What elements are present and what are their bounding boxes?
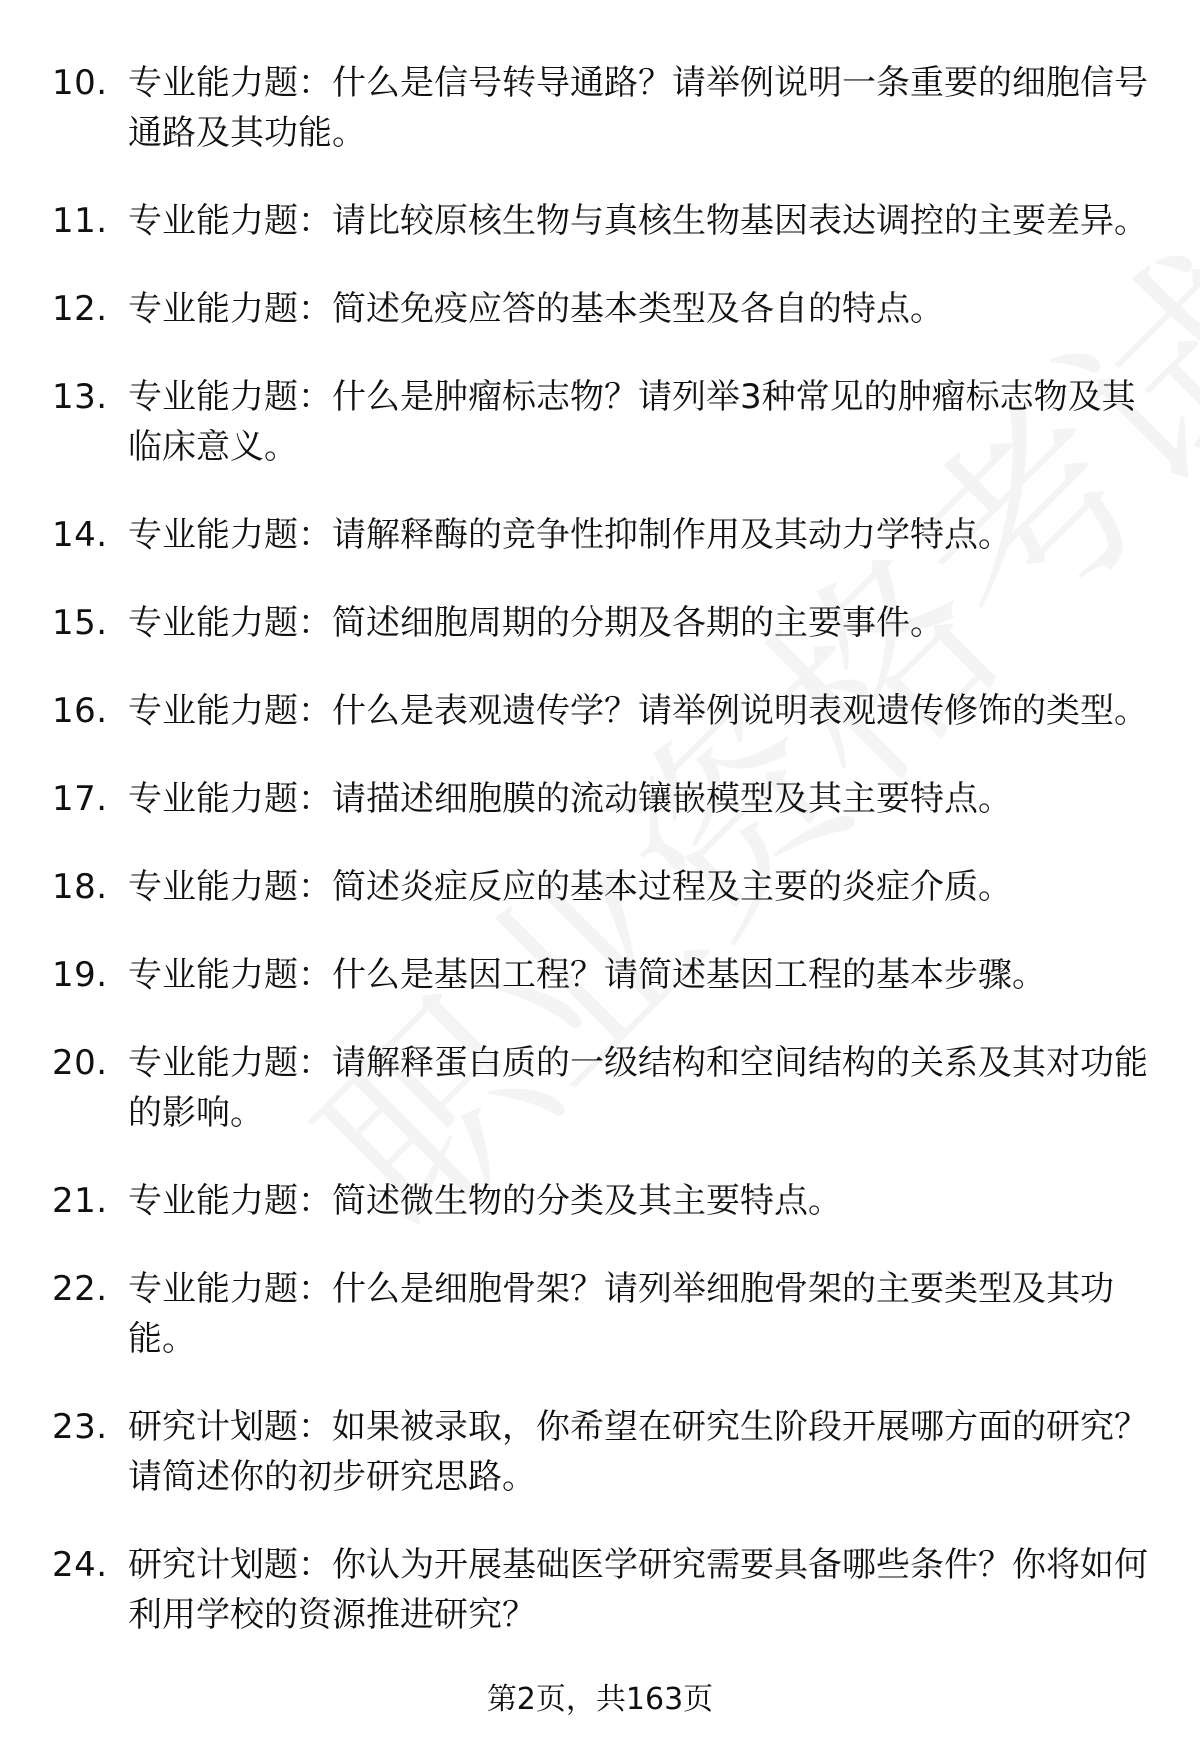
question-item	[52, 686, 1162, 736]
question-text: 专业能力题：简述微生物的分类及其主要特点。	[128, 1181, 842, 1221]
question-item	[52, 1038, 1162, 1138]
question-item	[52, 284, 1162, 334]
question-number: 12.	[52, 289, 108, 329]
question-text: 专业能力题：什么是细胞骨架？请列举细胞骨架的主要类型及其功能。	[128, 1269, 1114, 1359]
question-item	[52, 1402, 1162, 1502]
question-number: 14.	[52, 515, 108, 555]
question-number: 24.	[52, 1545, 108, 1585]
question-text: 专业能力题：请描述细胞膜的流动镶嵌模型及其主要特点。	[128, 779, 1012, 819]
question-text: 研究计划题：如果被录取，你希望在研究生阶段开展哪方面的研究？请简述你的初步研究思路。	[128, 1407, 1148, 1497]
question-number: 18.	[52, 867, 108, 907]
question-item	[52, 1264, 1162, 1364]
question-number: 16.	[52, 691, 108, 731]
question-item	[52, 950, 1162, 1000]
question-text: 研究计划题：你认为开展基础医学研究需要具备哪些条件？你将如何利用学校的资源推进研究？	[128, 1545, 1148, 1635]
question-number: 15.	[52, 603, 108, 643]
question-item	[52, 510, 1162, 560]
question-text: 专业能力题：请比较原核生物与真核生物基因表达调控的主要差异。	[128, 201, 1148, 241]
question-text: 专业能力题：请解释酶的竞争性抑制作用及其动力学特点。	[128, 515, 1012, 555]
question-item	[52, 862, 1162, 912]
question-item	[52, 774, 1162, 824]
question-list	[52, 58, 1162, 1678]
question-item	[52, 598, 1162, 648]
question-number: 10.	[52, 63, 108, 103]
question-number: 23.	[52, 1407, 108, 1447]
question-text: 专业能力题：简述免疫应答的基本类型及各自的特点。	[128, 289, 944, 329]
question-number: 13.	[52, 377, 108, 417]
question-number: 21.	[52, 1181, 108, 1221]
question-number: 22.	[52, 1269, 108, 1309]
question-text: 专业能力题：什么是肿瘤标志物？请列举3种常见的肿瘤标志物及其临床意义。	[128, 377, 1136, 467]
question-item	[52, 1540, 1162, 1640]
question-number: 20.	[52, 1043, 108, 1083]
question-text: 专业能力题：什么是信号转导通路？请举例说明一条重要的细胞信号通路及其功能。	[128, 63, 1148, 153]
question-number: 19.	[52, 955, 108, 995]
page-footer: 第2页，共163页	[486, 1682, 714, 1717]
question-text: 专业能力题：什么是表观遗传学？请举例说明表观遗传修饰的类型。	[128, 691, 1148, 731]
question-item	[52, 1176, 1162, 1226]
question-number: 17.	[52, 779, 108, 819]
question-item	[52, 58, 1162, 158]
question-text: 专业能力题：请解释蛋白质的一级结构和空间结构的关系及其对功能的影响。	[128, 1043, 1148, 1133]
question-item	[52, 372, 1162, 472]
question-text: 专业能力题：简述炎症反应的基本过程及主要的炎症介质。	[128, 867, 1012, 907]
question-text: 专业能力题：什么是基因工程？请简述基因工程的基本步骤。	[128, 955, 1046, 995]
question-text: 专业能力题：简述细胞周期的分期及各期的主要事件。	[128, 603, 944, 643]
question-number: 11.	[52, 201, 108, 241]
question-item	[52, 196, 1162, 246]
